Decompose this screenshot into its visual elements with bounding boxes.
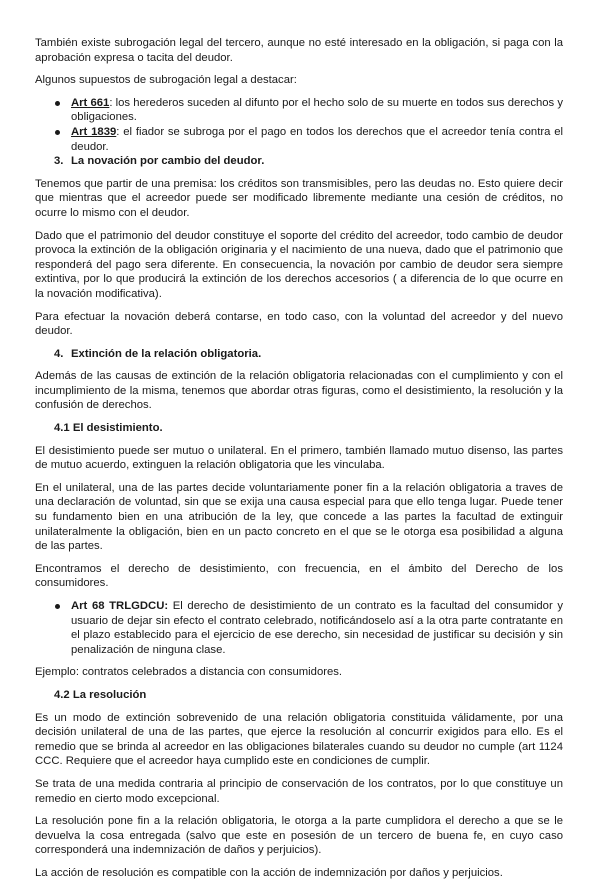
article-list-desistimiento [35,599,563,657]
paragraph-causas: Además de las causas de extinción de la relación obligatoria relacionadas con el cumplimiento y con el incumplimiento de la misma, tenemos que abordar otras figuras, como el desistimiento, la resolución y la confusión de derechos. [35,370,563,412]
article-ref: Art 68 TRLGDCU: [71,600,169,612]
list-item-text: : los herederos suceden al difunto por el hecho solo de su muerte en todos sus derechos y obligaciones. [71,96,563,124]
bullet-icon [55,604,60,609]
article-list-subrogacion [35,96,563,154]
subsection-heading-4-1: 4.1 El desistimiento. [54,422,163,435]
paragraph-resolucion-definicion: Es un modo de extinción sobrevenido de una relación obligatoria constituida válidamente, por una decisión unilateral de una de las partes, que ejerce la resolución al concurrir exigidos para ello. Es el remedio que se brinda al acreedor en las obligaciones bilaterales cuando su deudor no cumple (art 1124 CCC. Requiere que el acreedor haya cumplido este en condiciones de cumplir. [35,711,563,768]
list-item [35,599,563,657]
paragraph-subrogacion-tercero: También existe subrogación legal del tercero, aunque no esté interesado en la obligación, si paga con la aprobación expresa o tacita del deudor. [35,37,563,64]
section-number: 3. [54,155,64,168]
paragraph-supuestos-intro: Algunos supuestos de subrogación legal a destacar: [35,74,297,87]
paragraph-medida-contraria: Se trata de una medida contraria al principio de conservación de los contratos, por lo que constituye un remedio en cierto modo excepcional. [35,777,563,805]
paragraph-premisa: Tenemos que partir de una premisa: los créditos son transmisibles, pero las deudas no. Esto quiere decir que mientras que el acreedor puede ser modificado libremente mediante una cesión de créditos, no ocurre lo mismo con el deudor. [35,177,563,219]
paragraph-patrimonio: Dado que el patrimonio del deudor constituye el soporte del crédito del acreedor, todo cambio de deudor provoca la extinción de la obligación originaria y el nacimiento de una nueva, dado que el patrimonio que responderá del pago sera diferente. En consecuencia, la novación por cambio de deudor sera siempre extintiva, por lo que producirá la extinción de los derechos accesorios ( a diferencia de lo que ocurre en la novación modificativa). [35,229,563,300]
section-heading-3 [35,154,563,169]
article-ref: Art 661 [71,96,110,109]
paragraph-compatibilidad: La acción de resolución es compatible con la acción de indemnización por daños y perjuicios. [35,866,503,879]
document-page [35,36,563,889]
bullet-icon [55,130,60,135]
paragraph-consumidores: Encontramos el derecho de desistimiento, con frecuencia, en el ámbito del Derecho de los consumidores. [35,562,563,590]
paragraph-ejemplo: Ejemplo: contratos celebrados a distancia con consumidores. [35,666,343,679]
paragraph-mutuo: El desistimiento puede ser mutuo o unilateral. En el primero, también llamado mutuo disenso, las partes de mutuo acuerdo, extinguen la relación obligatoria que les vinculaba. [35,444,563,472]
section-title: La novación por cambio del deudor. [71,155,265,168]
section-number: 4. [54,347,64,360]
section-heading-4 [35,347,563,362]
bullet-icon [55,101,60,106]
article-ref: Art 1839 [71,125,117,138]
section-title: Extinción de la relación obligatoria. [71,347,262,360]
list-item [35,125,563,154]
subsection-heading-4-2: 4.2 La resolución [54,688,147,701]
list-item-text: : el fiador se subroga por el pago en todos los derechos que el acreedor tenía contra el deudor. [71,125,563,153]
paragraph-efectos-resolucion: La resolución pone fin a la relación obligatoria, le otorga a la parte cumplidora el derecho a que se le devuelva la cosa entregada (salvo que este en posesión de un tercero de buena fe, en cuyo caso corresponderá una indemnización de daños y perjuicios). [35,815,563,857]
list-item [35,96,563,125]
paragraph-unilateral: En el unilateral, una de las partes decide voluntariamente poner fin a la relación obligatoria a traves de una declaración de voluntad, sin que se exija una causa especial para que ello tenga lugar. Puede tener su fundamento bien en una atribución de la ley, que concede a las partes la facultad de extinguir unilateralmente la obligación, bien en un pacto concreto en el que se le otorga esa posibilidad a alguna de las partes. [35,481,563,553]
list-item-text: El derecho de desistimiento de un contrato es la facultad del consumidor y usuario de dejar sin efecto el contrato celebrado, notificándoselo así a la otra parte contratante en el plazo establecido para el ejercicio de ese derecho, sin necesidad de justificar su decisión y sin penalización de ninguna clase. [71,600,563,656]
paragraph-voluntad: Para efectuar la novación deberá contarse, en todo caso, con la voluntad del acreedor y del nuevo deudor. [35,310,563,338]
